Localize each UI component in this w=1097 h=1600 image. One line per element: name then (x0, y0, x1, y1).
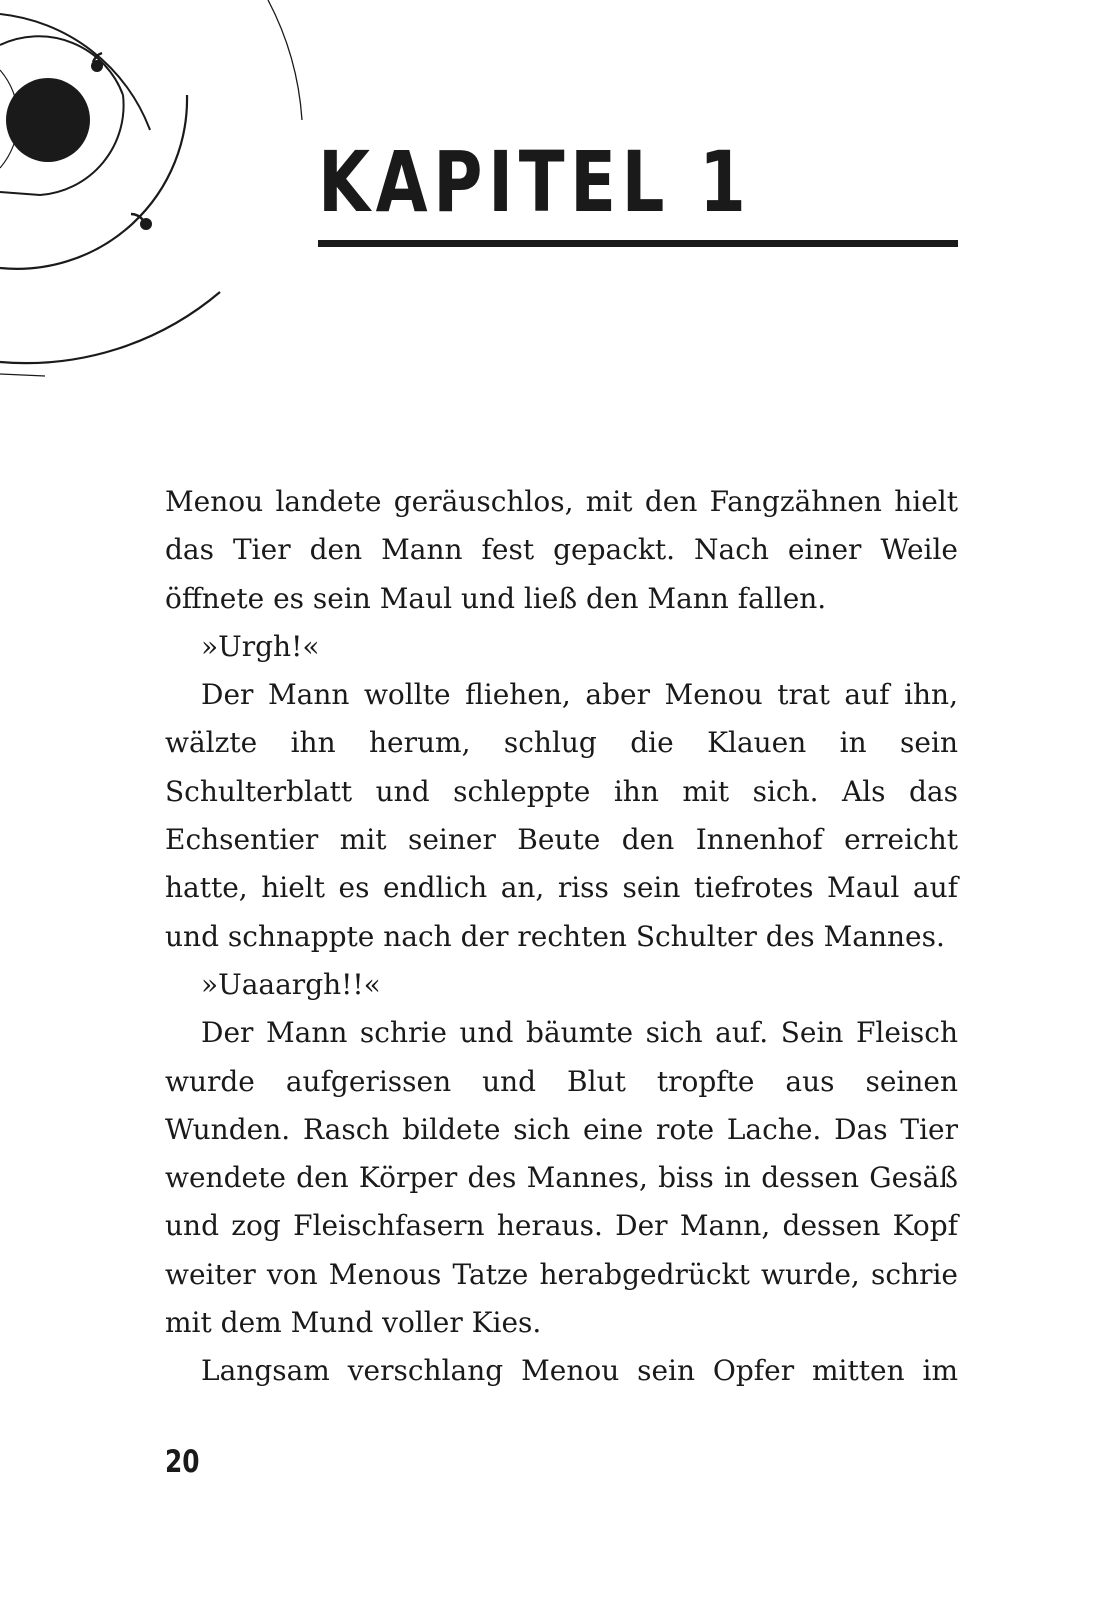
paragraph: Der Mann schrie und bäumte sich auf. Sein Fleisch wurde aufgerissen und Blut tropfte aus seinen Wunden. Rasch bildete sich eine rote Lache. Das Tier wendete den Körper des Mannes, biss in dessen Gesäß und zog Fleischfasern heraus. Der Mann, dessen Kopf weiter von Menous Tatze herabgedrückt wurde, schrie mit dem Mund voller Kies. (165, 1016, 958, 1340)
orbit-ring (268, 0, 302, 120)
chapter-title-underline (318, 240, 958, 247)
paragraph: Menou landete geräuschlos, mit den Fangzähnen hielt das Tier den Mann fest gepackt. Nach einer Weile öffnete es sein Maul und ließ den Mann fallen. (165, 485, 958, 615)
chapter-body (165, 478, 958, 1396)
chapter-title: KAPITEL 1 (318, 133, 752, 231)
paragraph: Langsam verschlang Menou sein Opfer mitten im (201, 1354, 958, 1388)
orbit-decoration (0, 0, 330, 400)
paragraph: Der Mann wollte fliehen, aber Menou trat auf ihn, wälzte ihn herum, schlug die Klauen in sein Schulterblatt und schleppte ihn mit sich. Als das Echsentier mit seiner Beute den Innenhof erreicht hatte, hielt es endlich an, riss sein tiefrotes Maul auf und schnappte nach der rechten Schulter des Mannes. (165, 678, 958, 953)
orbit-ring (0, 374, 45, 376)
orbit-ring (0, 292, 220, 363)
paragraph: »Uaaargh!!« (201, 967, 381, 1001)
paragraph: »Urgh!« (201, 629, 320, 663)
moon-icon (91, 53, 103, 72)
planet-icon (6, 78, 90, 162)
page-number: 20 (165, 1444, 200, 1480)
